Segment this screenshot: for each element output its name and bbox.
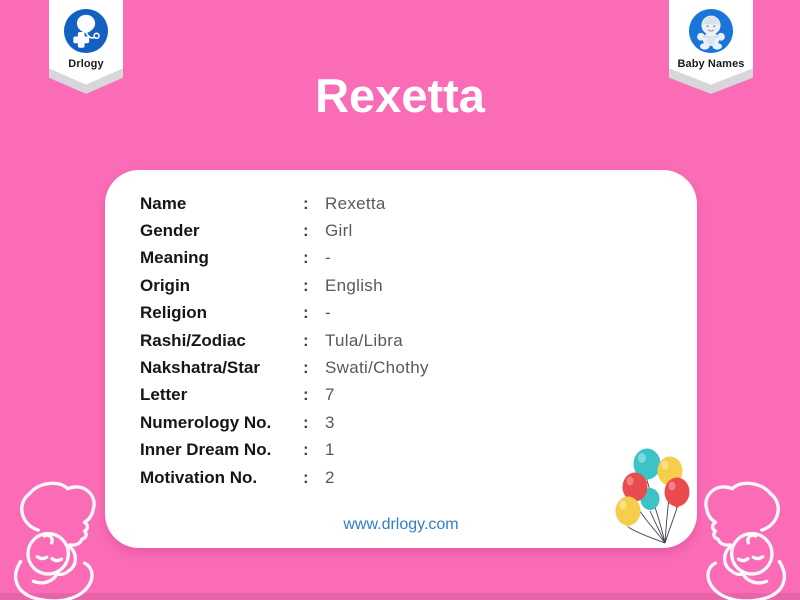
info-row-motivation-no [140,464,667,491]
row-colon: : [303,275,309,295]
page-title: Rexetta [315,69,485,122]
row-label: Origin [140,275,191,295]
row-colon: : [303,221,309,241]
info-row-letter [140,382,667,409]
row-label: Motivation No. [140,467,258,487]
row-label: Rashi/Zodiac [140,330,246,350]
row-colon: : [303,193,309,213]
row-value: Girl [325,221,353,241]
row-colon: : [303,412,309,432]
drlogy-logo-icon [63,8,109,54]
row-colon: : [303,358,309,378]
row-value: 2 [325,467,335,487]
row-value: Tula/Libra [325,330,403,350]
row-label: Letter [140,385,188,405]
info-table [140,190,667,491]
mother-baby-outline-icon [692,475,792,600]
row-label: Gender [140,221,200,241]
baby-icon [688,8,734,54]
row-label: Meaning [140,248,209,268]
info-row-origin [140,272,667,299]
row-colon: : [303,303,309,323]
row-label: Name [140,193,187,213]
row-label: Nakshatra/Star [140,358,261,378]
row-value: English [325,275,383,295]
info-row-rashi-zodiac [140,327,667,354]
row-label: Inner Dream No. [140,440,272,460]
baby-names-badge-label: Baby Names [677,58,745,70]
website-link[interactable]: www.drlogy.com [343,516,459,533]
row-value: 7 [325,385,335,405]
row-value: - [325,248,331,268]
info-row-meaning [140,245,667,272]
row-colon: : [303,330,309,350]
row-colon: : [303,467,309,487]
info-row-religion [140,300,667,327]
drlogy-badge [49,0,123,102]
info-row-name [140,190,667,217]
row-colon: : [303,385,309,405]
mother-baby-outline-icon [8,475,108,600]
row-value: 3 [325,412,335,432]
row-label: Religion [140,303,208,323]
bottom-edge-strip [0,593,800,600]
drlogy-badge-label: Drlogy [68,58,104,70]
row-value: Swati/Chothy [325,358,429,378]
info-row-inner-dream-no [140,437,667,464]
row-value: Rexetta [325,193,386,213]
row-label: Numerology No. [140,412,272,432]
baby-names-badge [669,0,753,102]
row-colon: : [303,248,309,268]
row-value: 1 [325,440,335,460]
row-colon: : [303,440,309,460]
baby-name-info-card [105,170,697,548]
info-row-gender [140,217,667,244]
row-value: - [325,303,331,323]
info-row-numerology-no [140,409,667,436]
info-row-nakshatra-star [140,354,667,381]
